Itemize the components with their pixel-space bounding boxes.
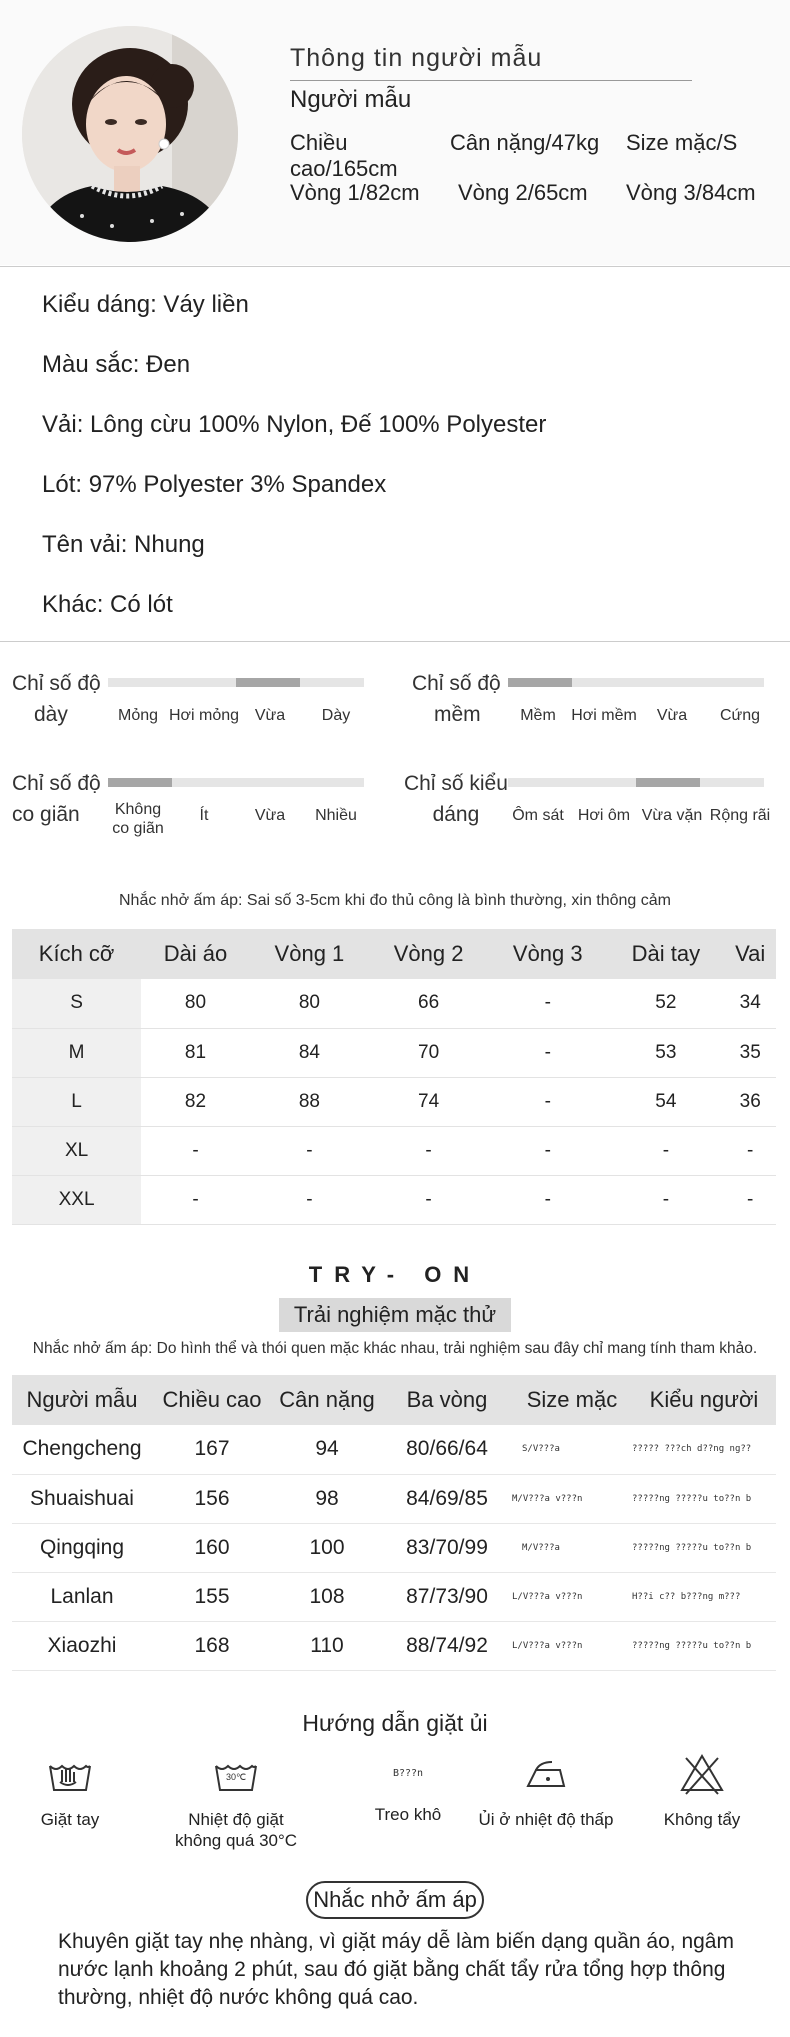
column-header: Vòng 1: [250, 929, 369, 979]
table-cell: 54: [607, 1077, 724, 1126]
index-label: Chỉ số độ mềm: [412, 672, 501, 726]
table-row: [12, 1126, 776, 1175]
no-bleach-icon: [678, 1752, 726, 1796]
table-cell: 74: [369, 1077, 488, 1126]
tryon-title: TRY- ON: [308, 1262, 482, 1287]
divider: [0, 641, 790, 642]
table-cell: L/V???a v???n: [512, 1572, 632, 1621]
tip-text: Khuyên giặt tay nhẹ nhàng, vì giặt máy dễ làm biến dạng quần áo, ngâm nước lạnh khoảng 2 phút, sau đó giặt bằng chất tẩy rửa tổng hợp thông thường, nhiệt độ nước không quá cao.: [58, 1930, 734, 2009]
column-header: Cân nặng: [272, 1375, 382, 1425]
table-cell: -: [607, 1126, 724, 1175]
model-size: Size mặc/S: [626, 130, 738, 155]
table-cell: Shuaishuai: [12, 1474, 152, 1523]
table-cell: 80/66/64: [382, 1425, 512, 1474]
table-cell: S: [12, 979, 141, 1028]
attr-style: Kiểu dáng: Váy liền: [42, 291, 249, 318]
model-v1: Vòng 1/82cm: [290, 180, 420, 205]
wash-label: Ủi ở nhiệt độ thấp: [478, 1810, 614, 1829]
index-track: [108, 678, 364, 687]
index-option: Hơi mỏng: [168, 707, 240, 724]
table-row: [12, 1572, 776, 1621]
table-cell: 87/73/90: [382, 1572, 512, 1621]
column-header: Người mẫu: [12, 1375, 152, 1425]
index-option: Mỏng: [117, 707, 159, 724]
table-cell: 36: [724, 1077, 776, 1126]
index-level: [636, 778, 700, 787]
table-cell: -: [141, 1126, 250, 1175]
table-cell: L: [12, 1077, 141, 1126]
column-header: Vai: [724, 929, 776, 979]
column-header: Vòng 3: [488, 929, 607, 979]
table-cell: 82: [141, 1077, 250, 1126]
column-header: Kích cỡ: [12, 929, 141, 979]
model-measure-row-1: [290, 130, 737, 182]
index-track: [508, 678, 764, 687]
wash-label: Không tẩy: [663, 1810, 741, 1829]
attr-other: Khác: Có lót: [42, 591, 173, 618]
table-cell: -: [369, 1175, 488, 1224]
table-cell: 108: [272, 1572, 382, 1621]
wash-title: Hướng dẫn giặt ủi: [302, 1710, 488, 1736]
table-cell: 168: [152, 1621, 272, 1670]
table-row: [12, 979, 776, 1028]
table-cell: 35: [724, 1028, 776, 1077]
table-cell: 88: [250, 1077, 369, 1126]
index-track: [108, 778, 364, 787]
table-row: [12, 1523, 776, 1572]
index-level: [236, 678, 300, 687]
model-weight: Cân nặng/47kg: [450, 130, 600, 155]
table-row: [12, 1474, 776, 1523]
index-label: Chỉ số độ dày: [12, 672, 101, 726]
table-row: [12, 1425, 776, 1474]
index-option: Dày: [321, 707, 351, 724]
table-cell: -: [141, 1175, 250, 1224]
table-cell: 156: [152, 1474, 272, 1523]
wash-label: Nhiệt độ giặt không quá 30°C: [174, 1810, 298, 1850]
table-cell: -: [724, 1175, 776, 1224]
table-cell: -: [488, 1175, 607, 1224]
model-info-title: Thông tin người mẫu: [290, 44, 543, 72]
table-cell: -: [607, 1175, 724, 1224]
table-cell: -: [488, 1126, 607, 1175]
attr-fabric-name: Tên vải: Nhung: [42, 531, 205, 558]
table-cell: 83/70/99: [382, 1523, 512, 1572]
divider: [290, 80, 692, 81]
index-option: Ôm sát: [512, 807, 564, 824]
index-option: Vừa: [254, 707, 286, 724]
table-header-row: [12, 929, 776, 979]
wash-item: [338, 1752, 478, 1825]
model-height: Chiều cao/165cm: [290, 130, 398, 181]
table-cell: L/V???a v???n: [512, 1621, 632, 1670]
table-cell: Qingqing: [12, 1523, 152, 1572]
model-subtitle: Người mẫu: [290, 86, 412, 113]
table-cell: -: [369, 1126, 488, 1175]
table-cell: 81: [141, 1028, 250, 1077]
table-cell: ?????ng ?????u to??n b: [632, 1474, 776, 1523]
column-header: Chiều cao: [152, 1375, 272, 1425]
wash-item: [166, 1752, 306, 1851]
table-cell: Chengcheng: [12, 1425, 152, 1474]
attr-fabric: Vải: Lông cừu 100% Nylon, Đế 100% Polyester: [42, 411, 547, 438]
model-v3: Vòng 3/84cm: [626, 180, 756, 205]
table-cell: ????? ???ch d??ng ng??: [632, 1425, 776, 1474]
tip-title: Nhắc nhở ấm áp: [306, 1881, 484, 1919]
attr-lining: Lót: 97% Polyester 3% Spandex: [42, 471, 387, 498]
table-cell: M/V???a v???n: [512, 1474, 632, 1523]
table-cell: 155: [152, 1572, 272, 1621]
tryon-note: Nhắc nhở ấm áp: Do hình thể và thói quen mặc khác nhau, trải nghiệm sau đây chỉ mang tính tham khảo.: [32, 1340, 758, 1357]
table-cell: 34: [724, 979, 776, 1028]
index-option: Hơi ôm: [577, 807, 631, 824]
table-cell: Lanlan: [12, 1572, 152, 1621]
index-option: Mềm: [520, 707, 556, 724]
index-track: [508, 778, 764, 787]
index-option: Hơi mềm: [571, 707, 637, 724]
wash-item: [0, 1752, 140, 1830]
index-option: Cứng: [719, 707, 761, 724]
table-cell: Xiaozhi: [12, 1621, 152, 1670]
table-cell: 84: [250, 1028, 369, 1077]
wash-item: [632, 1752, 772, 1830]
table-cell: 98: [272, 1474, 382, 1523]
column-header: Vòng 2: [369, 929, 488, 979]
index-option: Vừa: [656, 707, 688, 724]
index-option: Vừa vặn: [641, 807, 703, 824]
table-header-row: [12, 1375, 776, 1425]
wash-item: [476, 1752, 616, 1830]
model-v2: Vòng 2/65cm: [458, 180, 588, 205]
index-label: Chỉ số kiểu dáng: [404, 772, 508, 826]
table-cell: 84/69/85: [382, 1474, 512, 1523]
table-cell: M: [12, 1028, 141, 1077]
model-info-section: [0, 0, 790, 265]
index-level: [508, 678, 572, 687]
table-cell: -: [724, 1126, 776, 1175]
table-row: [12, 1028, 776, 1077]
table-cell: -: [488, 979, 607, 1028]
column-header: Dài tay: [607, 929, 724, 979]
table-cell: ?????ng ?????u to??n b: [632, 1523, 776, 1572]
table-cell: 53: [607, 1028, 724, 1077]
column-header: Kiểu người: [632, 1375, 776, 1425]
table-cell: 52: [607, 979, 724, 1028]
table-cell: -: [488, 1028, 607, 1077]
iron-low-icon: [522, 1752, 570, 1796]
table-cell: -: [250, 1126, 369, 1175]
table-cell: S/V???a: [512, 1425, 632, 1474]
table-row: [12, 1175, 776, 1224]
table-cell: H??i c?? b???ng m???: [632, 1572, 776, 1621]
model-avatar: [22, 26, 238, 242]
wash-label: Giặt tay: [40, 1810, 100, 1829]
index-label: Chỉ số độ co giãn: [12, 772, 101, 826]
table-row: [12, 1621, 776, 1670]
wash-temp-text: 30℃: [225, 1772, 247, 1782]
index-option: Vừa: [254, 807, 286, 824]
index-option: Nhiều: [315, 807, 357, 824]
column-header: Ba vòng: [382, 1375, 512, 1425]
table-cell: 160: [152, 1523, 272, 1572]
table-cell: ?????ng ?????u to??n b: [632, 1621, 776, 1670]
table-cell: 66: [369, 979, 488, 1028]
index-option: Rộng rãi: [709, 807, 771, 824]
table-cell: -: [488, 1077, 607, 1126]
tryon-subtitle: Trải nghiệm mặc thử: [279, 1298, 511, 1332]
table-cell: XL: [12, 1126, 141, 1175]
attr-color: Màu sắc: Đen: [42, 351, 191, 378]
hang-dry-icon: B???n: [392, 1768, 424, 1779]
table-cell: 110: [272, 1621, 382, 1670]
size-table: [12, 929, 776, 1225]
wash-label: Treo khô: [374, 1805, 442, 1824]
divider: [0, 266, 790, 267]
tryon-table: [12, 1375, 776, 1671]
size-note: Nhắc nhở ấm áp: Sai số 3-5cm khi đo thủ công là bình thường, xin thông cảm: [119, 892, 671, 909]
column-header: Dài áo: [141, 929, 250, 979]
hand-wash-icon: [46, 1752, 94, 1796]
table-cell: 70: [369, 1028, 488, 1077]
table-row: [12, 1077, 776, 1126]
table-cell: 88/74/92: [382, 1621, 512, 1670]
index-level: [108, 778, 172, 787]
table-cell: 100: [272, 1523, 382, 1572]
product-attributes: [42, 285, 546, 645]
index-option: Ít: [199, 807, 209, 824]
table-cell: 167: [152, 1425, 272, 1474]
table-cell: 80: [141, 979, 250, 1028]
table-cell: XXL: [12, 1175, 141, 1224]
table-cell: 80: [250, 979, 369, 1028]
index-option: Không co giãn: [112, 801, 164, 837]
model-measure-row-2: [290, 180, 756, 206]
table-cell: 94: [272, 1425, 382, 1474]
column-header: Size mặc: [512, 1375, 632, 1425]
table-cell: -: [250, 1175, 369, 1224]
table-cell: M/V???a: [512, 1523, 632, 1572]
